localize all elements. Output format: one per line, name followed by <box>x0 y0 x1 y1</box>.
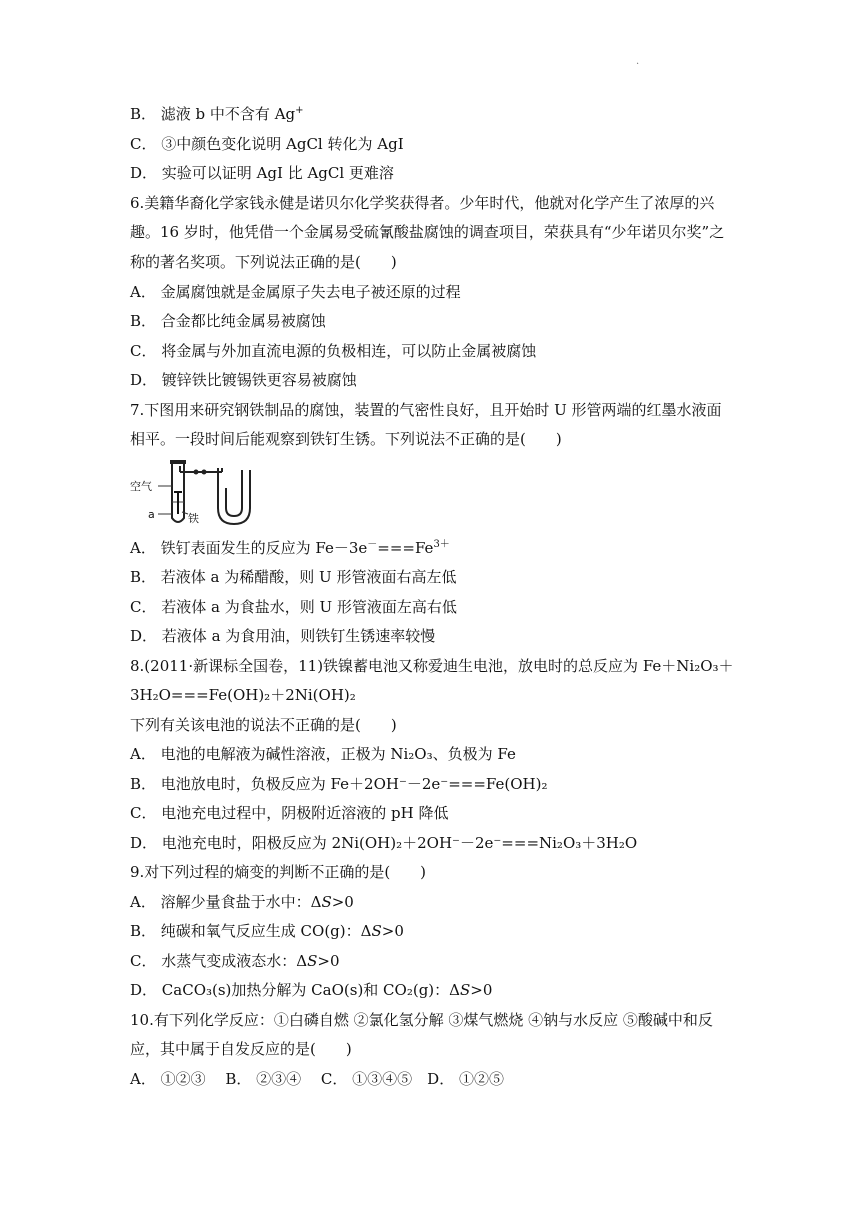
question-10-line-1: 10.有下列化学反应：①白磷自燃 ②氯化氢分解 ③煤气燃烧 ④钠与水反应 ⑤酸碱中和反 <box>130 1011 713 1029</box>
corrosion-apparatus-figure <box>130 458 270 530</box>
question-6-line-1: 6.美籍华裔化学家钱永健是诺贝尔化学奖获得者。少年时代，他就对化学产生了浓厚的兴 <box>130 194 715 212</box>
header-mark: . <box>636 56 640 67</box>
option-9b: B． 纯碳和氧气反应生成 CO(g)：ΔS>0 <box>130 922 404 940</box>
question-8-line-2: 3H₂O===Fe(OH)₂＋2Ni(OH)₂ <box>130 686 356 704</box>
option-8b: B． 电池放电时，负极反应为 Fe＋2OH⁻－2e⁻===Fe(OH)₂ <box>130 775 548 793</box>
label-a: a <box>148 508 155 521</box>
option-6d: D． 镀锌铁比镀锡铁更容易被腐蚀 <box>130 371 357 389</box>
option-8a: A． 电池的电解液为碱性溶液，正极为 Ni₂O₃、负极为 Fe <box>130 745 516 763</box>
option-7d: D． 若液体 a 为食用油，则铁钉生锈速率较慢 <box>130 627 436 645</box>
option-9d: D． CaCO₃(s)加热分解为 CaO(s)和 CO₂(g)：ΔS>0 <box>130 981 493 999</box>
option-7b: B． 若液体 a 为稀醋酸，则 U 形管液面右高左低 <box>130 568 457 586</box>
option-7a: A． 铁钉表面发生的反应为 $Fe-3e^-===Fe^{3+}$ <box>130 539 450 557</box>
question-7-line-1: 7.下图用来研究钢铁制品的腐蚀，装置的气密性良好，且开始时 U 形管两端的红墨水液面 <box>130 401 722 419</box>
option-5c: C． ③中颜色变化说明 AgCl 转化为 AgI <box>130 135 404 153</box>
option-8d: D． 电池充电时，阳极反应为 2Ni(OH)₂＋2OH⁻－2e⁻===Ni₂O₃＋3H₂O <box>130 834 638 852</box>
question-6-line-2: 趣。16 岁时，他凭借一个金属易受硫氰酸盐腐蚀的调查项目，荣获具有“少年诺贝尔奖”之 <box>130 223 725 241</box>
question-10-line-2: 应，其中属于自发反应的是( ) <box>130 1040 352 1058</box>
question-7-line-2: 相平。一段时间后能观察到铁钉生锈。下列说法不正确的是( ) <box>130 430 562 448</box>
option-8c: C． 电池充电过程中，阴极附近溶液的 pH 降低 <box>130 804 449 822</box>
question-8-line-3: 下列有关该电池的说法不正确的是( ) <box>130 716 397 734</box>
question-6-line-3: 称的著名奖项。下列说法正确的是( ) <box>130 253 397 271</box>
option-5d: D． 实验可以证明 AgI 比 AgCl 更难溶 <box>130 164 394 182</box>
label-air: 空气 <box>130 480 152 493</box>
options-10: A． ①②③ B． ②③④ C． ①③④⑤ D． ①②⑤ <box>130 1070 504 1088</box>
option-6c: C． 将金属与外加直流电源的负极相连，可以防止金属被腐蚀 <box>130 342 537 360</box>
option-5b: B． 滤液 b 中不含有 Ag+ <box>130 105 304 123</box>
option-6b: B． 合金都比纯金属易被腐蚀 <box>130 312 326 330</box>
tube-stopper <box>170 460 186 464</box>
question-9: 9.对下列过程的熵变的判断不正确的是( ) <box>130 863 427 881</box>
option-9a: A． 溶解少量食盐于水中：ΔS>0 <box>130 893 354 911</box>
question-8-line-1: 8.(2011·新课标全国卷，11)铁镍蓄电池又称爱迪生电池，放电时的总反应为 Fe＋Ni₂O₃＋ <box>130 657 734 675</box>
option-9c: C． 水蒸气变成液态水：ΔS>0 <box>130 952 340 970</box>
option-7c: C． 若液体 a 为食盐水，则 U 形管液面左高右低 <box>130 598 457 616</box>
option-6a: A． 金属腐蚀就是金属原子失去电子被还原的过程 <box>130 283 461 301</box>
label-iron: 铁 <box>188 512 199 525</box>
